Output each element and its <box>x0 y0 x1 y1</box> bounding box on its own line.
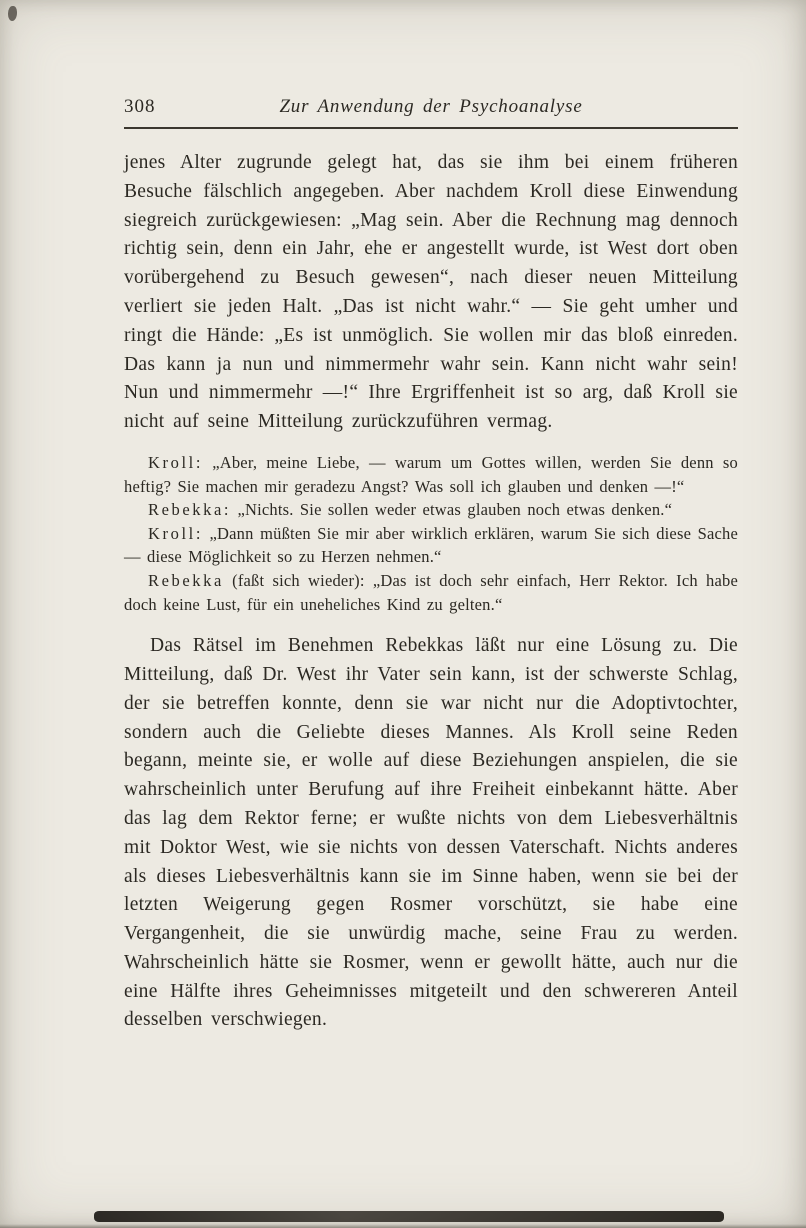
dialogue-speaker: Rebekka <box>148 570 224 590</box>
dialogue-speaker: Kroll: <box>148 523 204 543</box>
dialogue-line <box>124 522 738 569</box>
page-content <box>124 96 738 1035</box>
dialogue-speaker: Kroll: <box>148 452 204 472</box>
dialogue-block <box>124 451 738 616</box>
dialogue-text: „Aber, meine Liebe, — warum um Gottes willen, werden Sie denn so heftig? Sie machen mir geradezu Angst? Was soll ich glauben und denken —!“ <box>124 452 738 496</box>
dialogue-line <box>124 498 738 522</box>
dialogue-text: „Nichts. Sie sollen weder etwas glauben noch etwas denken.“ <box>231 500 673 520</box>
dialogue-line <box>124 451 738 498</box>
body-text <box>124 149 738 1035</box>
dialogue-speaker: Rebekka: <box>148 500 232 520</box>
dialogue-line <box>124 569 738 616</box>
paragraph-continuation: jenes Alter zugrunde gelegt hat, das sie ihm bei einem früheren Besuche fälschlich angegeben. Aber nachdem Kroll diese Einwendung siegreich zurückgewiesen: „Mag sein. Aber die Rechnung mag dennoch richtig sein, denn ein Jahr, ehe er angestellt wurde, ist West dort oben vorübergehend zu Besuch gewesen“, nach dieser neuen Mitteilung verliert sie jeden Halt. „Das ist nicht wahr.“ — Sie geht umher und ringt die Hände: „Es ist unmöglich. Sie wollen mir das bloß einreden. Das kann ja nun und nimmermehr wahr sein. Kann nicht wahr sein! Nun und nimmermehr —!“ Ihre Ergriffenheit ist so arg, daß Kroll sie nicht auf seine Mitteilung zurückzuführen vermag. <box>124 152 738 433</box>
paragraph-analysis: Das Rätsel im Benehmen Rebekkas läßt nur eine Lösung zu. Die Mitteilung, daß Dr. West ihr Vater sein kann, ist der schwerste Schlag, der sie betreffen konnte, denn sie war nicht nur die Adoptivtochter, sondern auch die Geliebte dieses Mannes. Als Kroll seine Reden begann, meinte sie, er wolle auf diese Beziehungen anspielen, die sie wahrscheinlich unter Berufung auf ihre Freiheit einbekannt hätte. Aber das lag dem Rektor ferne; er wußte nichts von dem Liebesverhältnis mit Doktor West, wie sie nichts von dessen Vaterschaft. Nichts anderes als dieses Liebesverhältnis kann sie im Sinne haben, wenn sie bei der letzten Weigerung gegen Rosmer vorschützt, sie habe eine Vergangenheit, die sie unwürdig mache, seine Frau zu werden. Wahrscheinlich hätte sie Rosmer, wenn er gewollt hätte, auch nur die eine Hälfte ihres Geheimnisses mitgeteilt und den schwereren Anteil desselben verschwiegen. <box>124 635 738 1031</box>
scan-edge-artifact <box>94 1211 724 1222</box>
dialogue-text: (faßt sich wieder): „Das ist doch sehr einfach, Herr Rektor. Ich habe doch keine Lust, für ein uneheliches Kind zu gelten.“ <box>124 570 738 614</box>
scan-bottom-shadow <box>0 1224 806 1228</box>
dialogue-text: „Dann müßten Sie mir aber wirklich erklären, warum Sie sich diese Sache — diese Möglichkeit so zu Herzen nehmen.“ <box>124 523 738 567</box>
scan-speck-artifact <box>8 6 17 21</box>
page-header <box>124 96 738 129</box>
running-title: Zur Anwendung der Psychoanalyse <box>279 96 583 117</box>
page-number: 308 <box>124 96 156 117</box>
